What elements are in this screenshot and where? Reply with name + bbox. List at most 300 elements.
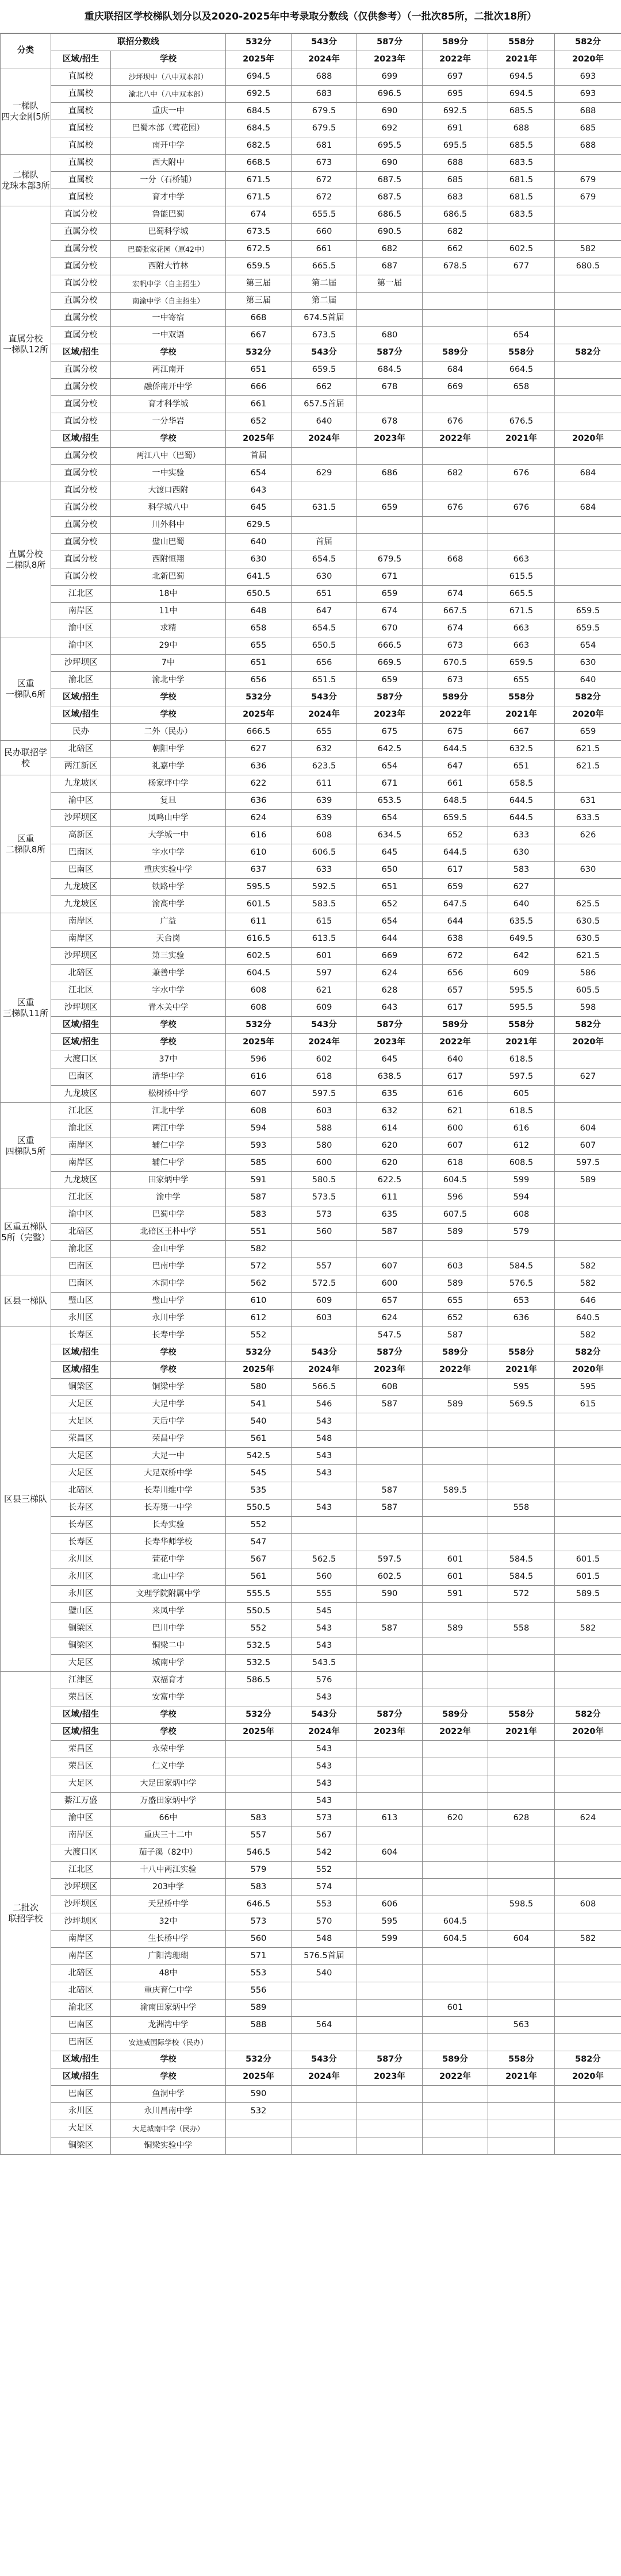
- score-cell: 570: [292, 1913, 357, 1931]
- district-cell: 直属分校: [51, 379, 111, 396]
- district-cell: 大足区: [51, 1448, 111, 1465]
- district-cell: 南岸区: [51, 1155, 111, 1172]
- score-cell: 2021年: [488, 706, 555, 724]
- score-cell: 620: [357, 1137, 423, 1155]
- score-cell: [488, 1534, 555, 1551]
- score-cell: 602.5: [226, 948, 292, 965]
- category-cell: 区重 二梯队8所: [1, 775, 51, 913]
- score-cell: 697: [423, 68, 488, 86]
- score-cell: [555, 1879, 621, 1896]
- score-cell: 654.5: [292, 620, 357, 637]
- district-cell: 永川区: [51, 2103, 111, 2120]
- score-cell: 600: [423, 1120, 488, 1137]
- score-cell: 685: [423, 172, 488, 189]
- score-cell: [555, 1948, 621, 1965]
- score-cell: 646: [555, 1293, 621, 1310]
- score-cell: 589.5: [555, 1586, 621, 1603]
- header-cutoff: 558分: [488, 34, 555, 51]
- district-cell: 直属分校: [51, 241, 111, 258]
- score-cell: 564: [292, 2017, 357, 2034]
- school-cell: 杨家坪中学: [111, 775, 226, 793]
- score-cell: 630: [555, 862, 621, 879]
- score-cell: 543分: [292, 344, 357, 362]
- district-cell: 巴南区: [51, 1275, 111, 1293]
- score-cell: [292, 1241, 357, 1258]
- score-cell: 666: [226, 379, 292, 396]
- score-cell: 601: [292, 948, 357, 965]
- score-cell: [488, 2120, 555, 2137]
- score-cell: 630: [555, 655, 621, 672]
- score-cell: 618: [292, 1068, 357, 1086]
- table-row: [1, 1637, 621, 1655]
- table-row: [1, 586, 621, 603]
- score-cell: [555, 775, 621, 793]
- school-cell: 辅仁中学: [111, 1155, 226, 1172]
- score-cell: 629: [292, 465, 357, 482]
- score-cell: 594: [488, 1189, 555, 1206]
- school-cell: 萱花中学: [111, 1551, 226, 1568]
- table-row: [1, 1965, 621, 1982]
- score-cell: 600: [292, 1155, 357, 1172]
- score-cell: [488, 1982, 555, 2000]
- score-cell: 597.5: [555, 1155, 621, 1172]
- score-cell: [555, 1224, 621, 1241]
- score-cell: 543: [292, 1741, 357, 1758]
- score-cell: [226, 2120, 292, 2137]
- score-cell: [292, 1482, 357, 1500]
- score-cell: 656: [423, 965, 488, 982]
- score-cell: [488, 1862, 555, 1879]
- score-cell: 691: [423, 120, 488, 137]
- score-cell: 589分: [423, 1344, 488, 1362]
- score-cell: 587分: [357, 1017, 423, 1034]
- district-cell: 巴南区: [51, 1258, 111, 1275]
- score-cell: 648: [226, 603, 292, 620]
- score-cell: [423, 517, 488, 534]
- school-cell: 渝北中学: [111, 672, 226, 689]
- table-row: [1, 1586, 621, 1603]
- table-row: [1, 1827, 621, 1844]
- score-cell: [423, 275, 488, 293]
- school-cell: 南开中学: [111, 137, 226, 155]
- district-cell: 区域/招生: [51, 2051, 111, 2069]
- score-cell: 673: [423, 637, 488, 655]
- score-cell: [555, 1051, 621, 1068]
- score-table: [0, 33, 621, 2155]
- score-cell: [488, 275, 555, 293]
- score-cell: 572.5: [292, 1275, 357, 1293]
- table-row: [1, 1982, 621, 2000]
- score-cell: 587: [423, 1327, 488, 1344]
- school-cell: 巴南中学: [111, 1258, 226, 1275]
- score-cell: [555, 1103, 621, 1120]
- table-row: [1, 844, 621, 862]
- score-cell: [423, 1672, 488, 1689]
- score-cell: 558: [488, 1500, 555, 1517]
- district-cell: 直属分校: [51, 413, 111, 430]
- table-row: [1, 1068, 621, 1086]
- table-row: [1, 499, 621, 517]
- score-cell: 597.5: [488, 1068, 555, 1086]
- score-cell: 647.5: [423, 896, 488, 913]
- school-cell: 川外科中: [111, 517, 226, 534]
- school-cell: 长寿第一中学: [111, 1500, 226, 1517]
- score-cell: [555, 586, 621, 603]
- score-cell: 665.5: [488, 586, 555, 603]
- score-cell: [555, 362, 621, 379]
- score-cell: [555, 1827, 621, 1844]
- score-cell: [555, 1775, 621, 1793]
- school-cell: 重庆实验中学: [111, 862, 226, 879]
- table-row: [1, 2103, 621, 2120]
- school-cell: 重庆三十二中: [111, 1827, 226, 1844]
- score-cell: 645: [357, 844, 423, 862]
- score-cell: 632: [357, 1103, 423, 1120]
- district-cell: 南岸区: [51, 931, 111, 948]
- district-cell: 璧山区: [51, 1603, 111, 1620]
- score-cell: 629.5: [226, 517, 292, 534]
- score-cell: 673.5: [226, 224, 292, 241]
- score-cell: 635.5: [488, 913, 555, 931]
- table-row: [1, 637, 621, 655]
- score-cell: [555, 1413, 621, 1431]
- score-cell: 666.5: [357, 637, 423, 655]
- score-cell: [423, 1655, 488, 1672]
- score-cell: 654: [555, 637, 621, 655]
- district-cell: 直属校: [51, 137, 111, 155]
- score-cell: 675: [423, 724, 488, 741]
- district-cell: 九龙坡区: [51, 775, 111, 793]
- score-cell: [488, 1689, 555, 1706]
- district-cell: 铜梁区: [51, 2137, 111, 2155]
- school-cell: 长寿川维中学: [111, 1482, 226, 1500]
- table-row: [1, 913, 621, 931]
- score-cell: 608: [357, 1379, 423, 1396]
- score-cell: [555, 2034, 621, 2051]
- district-cell: 直属校: [51, 172, 111, 189]
- table-row: [1, 603, 621, 620]
- score-cell: 589分: [423, 1017, 488, 1034]
- score-cell: 699: [357, 68, 423, 86]
- score-cell: 589.5: [423, 1482, 488, 1500]
- score-cell: 693: [555, 68, 621, 86]
- score-cell: 695.5: [357, 137, 423, 155]
- score-cell: 659: [357, 499, 423, 517]
- school-cell: 巴蜀科学城: [111, 224, 226, 241]
- score-cell: 550.5: [226, 1603, 292, 1620]
- score-cell: 543分: [292, 1706, 357, 1724]
- score-cell: 540: [226, 1413, 292, 1431]
- score-cell: 696.5: [357, 86, 423, 103]
- score-cell: 650: [357, 862, 423, 879]
- score-cell: [488, 396, 555, 413]
- score-cell: [292, 1327, 357, 1344]
- score-cell: [488, 1448, 555, 1465]
- score-cell: 694.5: [488, 86, 555, 103]
- score-cell: [357, 1672, 423, 1689]
- score-cell: 545: [226, 1465, 292, 1482]
- score-cell: 608.5: [488, 1155, 555, 1172]
- score-cell: [292, 1982, 357, 2000]
- score-cell: [423, 1500, 488, 1517]
- school-cell: 文理学院附属中学: [111, 1586, 226, 1603]
- score-cell: 695: [423, 86, 488, 103]
- score-cell: 655: [423, 1293, 488, 1310]
- score-cell: 2023年: [357, 706, 423, 724]
- school-cell: 青木关中学: [111, 999, 226, 1017]
- school-cell: 天台岗: [111, 931, 226, 948]
- table-row: [1, 517, 621, 534]
- score-cell: 551: [226, 1224, 292, 1241]
- score-cell: [423, 1431, 488, 1448]
- district-cell: 璧山区: [51, 1293, 111, 1310]
- district-cell: 大足区: [51, 1413, 111, 1431]
- score-cell: 543: [292, 1620, 357, 1637]
- score-cell: 655: [226, 637, 292, 655]
- score-cell: 604: [488, 1931, 555, 1948]
- table-row: [1, 86, 621, 103]
- score-cell: 543分: [292, 1344, 357, 1362]
- score-cell: [226, 1775, 292, 1793]
- score-cell: 587: [357, 1482, 423, 1500]
- score-cell: 676: [423, 413, 488, 430]
- score-cell: 首届: [226, 448, 292, 465]
- school-cell: 两江南开: [111, 362, 226, 379]
- table-row: [1, 1362, 621, 1379]
- table-row: [1, 1086, 621, 1103]
- score-cell: 617: [423, 862, 488, 879]
- school-cell: 育才中学: [111, 189, 226, 206]
- district-cell: 区域/招生: [51, 1344, 111, 1362]
- district-cell: 永川区: [51, 1310, 111, 1327]
- score-cell: 640: [292, 413, 357, 430]
- table-row: [1, 2086, 621, 2103]
- score-cell: 615.5: [488, 568, 555, 586]
- score-cell: 2023年: [357, 430, 423, 448]
- score-cell: [357, 1241, 423, 1258]
- table-row: [1, 827, 621, 844]
- table-row: [1, 172, 621, 189]
- school-cell: 礼嘉中学: [111, 758, 226, 775]
- district-cell: 直属校: [51, 86, 111, 103]
- score-cell: 642.5: [357, 741, 423, 758]
- table-row: [1, 1534, 621, 1551]
- table-row: [1, 1396, 621, 1413]
- district-cell: 直属分校: [51, 482, 111, 499]
- score-cell: 608: [226, 1103, 292, 1120]
- score-cell: 591: [423, 1586, 488, 1603]
- score-cell: [488, 1241, 555, 1258]
- score-cell: 622: [226, 775, 292, 793]
- score-cell: 550.5: [226, 1500, 292, 1517]
- score-cell: 607.5: [423, 1206, 488, 1224]
- score-cell: [423, 2103, 488, 2120]
- score-cell: [423, 1517, 488, 1534]
- score-cell: [423, 568, 488, 586]
- table-row: [1, 1241, 621, 1258]
- score-cell: 624: [226, 810, 292, 827]
- table-row: [1, 1137, 621, 1155]
- district-cell: 直属分校: [51, 293, 111, 310]
- district-cell: 直属校: [51, 120, 111, 137]
- category-cell: 区县一梯队: [1, 1275, 51, 1327]
- score-cell: 656: [226, 672, 292, 689]
- table-row: [1, 1155, 621, 1172]
- table-row: [1, 1948, 621, 1965]
- district-cell: 南岸区: [51, 603, 111, 620]
- district-cell: 大渡口区: [51, 1844, 111, 1862]
- score-cell: 548: [292, 1931, 357, 1948]
- score-cell: [423, 1379, 488, 1396]
- header-district: 区域/招生: [51, 51, 111, 68]
- score-cell: 2022年: [423, 2069, 488, 2086]
- score-cell: 655: [488, 672, 555, 689]
- score-cell: [357, 1862, 423, 1879]
- score-cell: [423, 1775, 488, 1793]
- district-cell: 渝中区: [51, 1810, 111, 1827]
- header-school: 学校: [111, 51, 226, 68]
- score-cell: [357, 1948, 423, 1965]
- score-cell: [555, 379, 621, 396]
- score-cell: 540: [292, 1965, 357, 1982]
- score-cell: [488, 1465, 555, 1482]
- score-cell: [555, 396, 621, 413]
- score-cell: 634.5: [357, 827, 423, 844]
- score-cell: 576.5: [488, 1275, 555, 1293]
- score-cell: 671: [357, 568, 423, 586]
- table-row: [1, 189, 621, 206]
- score-cell: 2020年: [555, 1034, 621, 1051]
- score-cell: 620: [423, 1810, 488, 1827]
- score-cell: [357, 2034, 423, 2051]
- school-cell: 字水中学: [111, 982, 226, 999]
- score-cell: 688: [423, 155, 488, 172]
- score-cell: [357, 1603, 423, 1620]
- score-cell: [555, 1431, 621, 1448]
- score-cell: [226, 2137, 292, 2155]
- score-cell: 635: [357, 1206, 423, 1224]
- score-cell: 587分: [357, 344, 423, 362]
- score-cell: 首届: [292, 534, 357, 551]
- score-cell: 573: [226, 1913, 292, 1931]
- score-cell: 686.5: [423, 206, 488, 224]
- score-cell: [423, 1413, 488, 1431]
- score-cell: [423, 1793, 488, 1810]
- score-cell: 659: [423, 879, 488, 896]
- score-cell: 659.5: [292, 362, 357, 379]
- score-cell: 586.5: [226, 1672, 292, 1689]
- table-row: [1, 1551, 621, 1568]
- school-cell: 一分（石桥铺）: [111, 172, 226, 189]
- table-row: [1, 1258, 621, 1275]
- score-cell: 546: [292, 1396, 357, 1413]
- district-cell: 沙坪坝区: [51, 1896, 111, 1913]
- score-cell: 655.5: [292, 206, 357, 224]
- score-cell: [357, 1534, 423, 1551]
- score-cell: [555, 879, 621, 896]
- score-cell: 625.5: [555, 896, 621, 913]
- district-cell: 铜梁区: [51, 1379, 111, 1396]
- score-cell: 604.5: [423, 1913, 488, 1931]
- score-cell: [423, 310, 488, 327]
- score-cell: [423, 1844, 488, 1862]
- district-cell: 直属校: [51, 155, 111, 172]
- score-cell: 632.5: [488, 741, 555, 758]
- table-row: [1, 310, 621, 327]
- district-cell: 南岸区: [51, 1137, 111, 1155]
- score-cell: 647: [292, 603, 357, 620]
- district-cell: 区域/招生: [51, 1362, 111, 1379]
- district-cell: 江北区: [51, 1103, 111, 1120]
- score-cell: 545: [292, 1603, 357, 1620]
- school-cell: 学校: [111, 1362, 226, 1379]
- score-cell: 668: [226, 310, 292, 327]
- header-year: 2024年: [292, 51, 357, 68]
- score-cell: 558分: [488, 344, 555, 362]
- school-cell: 永荣中学: [111, 1741, 226, 1758]
- score-cell: 651: [226, 362, 292, 379]
- score-cell: 637: [226, 862, 292, 879]
- school-cell: 11中: [111, 603, 226, 620]
- score-cell: 532分: [226, 1017, 292, 1034]
- score-cell: [488, 482, 555, 499]
- table-row: [1, 689, 621, 706]
- score-cell: 638.5: [357, 1068, 423, 1086]
- score-cell: 643: [226, 482, 292, 499]
- score-cell: 2023年: [357, 1724, 423, 1741]
- table-row: [1, 982, 621, 999]
- table-row: [1, 2120, 621, 2137]
- score-cell: 608: [226, 982, 292, 999]
- school-cell: 北碚区王朴中学: [111, 1224, 226, 1241]
- score-cell: [226, 1741, 292, 1758]
- score-cell: [555, 1844, 621, 1862]
- table-row: [1, 1793, 621, 1810]
- score-cell: 596: [423, 1189, 488, 1206]
- score-cell: 579: [488, 1224, 555, 1241]
- score-cell: 2020年: [555, 2069, 621, 2086]
- score-cell: 688: [488, 120, 555, 137]
- table-row: [1, 258, 621, 275]
- score-cell: [423, 1879, 488, 1896]
- score-cell: 654: [226, 465, 292, 482]
- school-cell: 永川中学: [111, 1310, 226, 1327]
- score-cell: 632: [292, 741, 357, 758]
- header-year: 2023年: [357, 51, 423, 68]
- district-cell: 巴南区: [51, 862, 111, 879]
- district-cell: 直属分校: [51, 310, 111, 327]
- table-row: [1, 793, 621, 810]
- score-cell: 600: [357, 1275, 423, 1293]
- score-cell: 595.5: [226, 879, 292, 896]
- district-cell: 区域/招生: [51, 1724, 111, 1741]
- score-cell: 587: [357, 1224, 423, 1241]
- score-cell: 535: [226, 1482, 292, 1500]
- school-cell: 学校: [111, 689, 226, 706]
- table-row: [1, 1017, 621, 1034]
- score-cell: [357, 2086, 423, 2103]
- district-cell: 巴南区: [51, 844, 111, 862]
- score-cell: 687: [357, 258, 423, 275]
- school-cell: 北新巴蜀: [111, 568, 226, 586]
- score-cell: 597.5: [357, 1551, 423, 1568]
- score-cell: 2025年: [226, 1724, 292, 1741]
- table-row: [1, 741, 621, 758]
- table-row: [1, 534, 621, 551]
- score-cell: 589分: [423, 344, 488, 362]
- score-cell: 661: [423, 775, 488, 793]
- score-cell: 582: [555, 1258, 621, 1275]
